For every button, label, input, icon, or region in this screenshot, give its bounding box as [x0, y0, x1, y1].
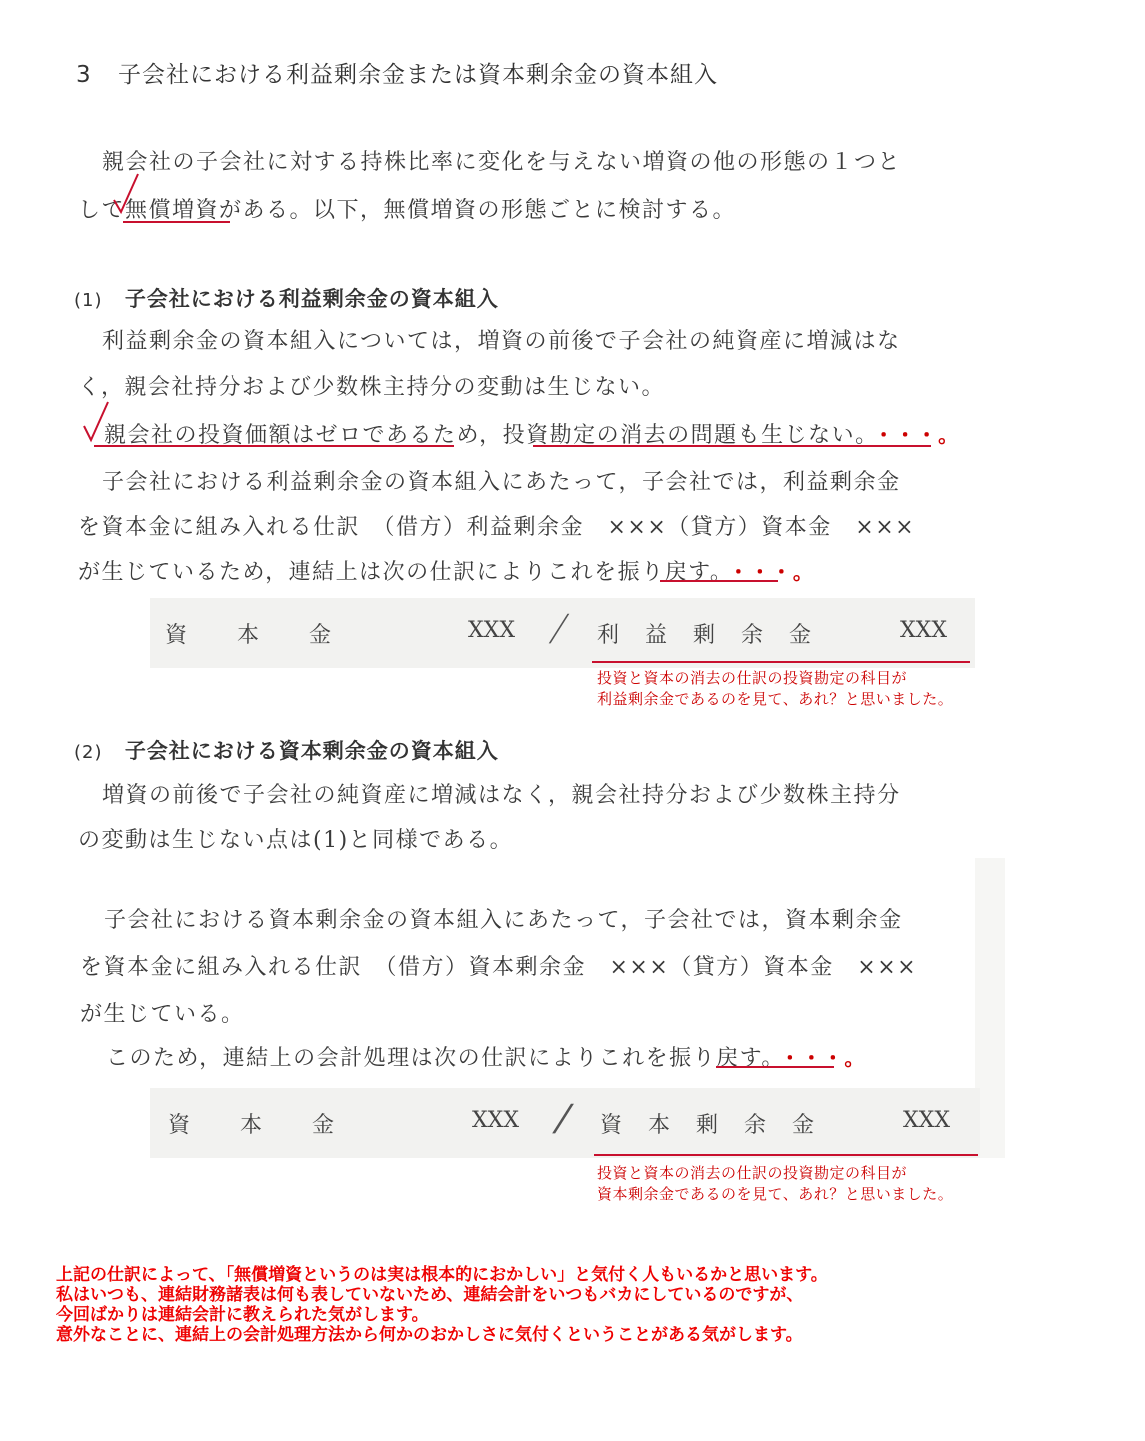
part2-heading: [74, 735, 499, 765]
part1-highlight-line: 親会社の投資価額はゼロであるため，投資勘定の消去の問題も生じない。: [104, 423, 868, 448]
comment-line-4: 意外なことに、連結上の会計処理方法から何かのおかしさに気付くということがある気がします。: [56, 1325, 803, 1345]
journal2-slash: /: [550, 1098, 576, 1139]
intro-line-1: 親会社の子会社に対する持株比率に変化を与えない増資の他の形態の１つと: [102, 150, 902, 175]
journal2-debit-account: 資 本 金: [168, 1113, 337, 1138]
underline-intro: [123, 221, 230, 223]
part1-number: (1): [74, 290, 103, 311]
comment-line-1: 上記の仕訳によって、「無償増資というのは実は根本的におかしい」と気付く人もいるかと思います。: [56, 1265, 828, 1285]
note-1-line-1: 投資と資本の消去の仕訳の投資勘定の科目が: [597, 669, 908, 687]
journal1-credit-amount: XXX: [900, 618, 947, 643]
journal2-debit-amount: XXX: [472, 1108, 519, 1133]
part1-reverse-line: が生じているため，連結上は次の仕訳によりこれを振り戻す。: [78, 560, 723, 585]
part2-line-5: が生じている。: [80, 1002, 245, 1027]
note-2-line-1: 投資と資本の消去の仕訳の投資勘定の科目が: [597, 1164, 908, 1182]
note-1-line-2: 利益剰余金であるのを見て、あれ？と思いました。: [597, 690, 954, 708]
part2-line-2: の変動は生じない点は(1)と同様である。: [78, 828, 514, 853]
underline-journal2: [594, 1154, 978, 1156]
underline-journal1: [592, 661, 970, 663]
part1-heading: [74, 283, 499, 313]
checkmark-icon: [112, 172, 142, 218]
part2-line-4: を資本金に組み入れる仕訳 （借方）資本剰余金 ×××（貸方）資本金 ×××: [80, 955, 918, 980]
comment-line-2: 私はいつも、連結財務諸表は何も表していないため、連結会計をいつもバカにしているのですが、: [56, 1285, 804, 1305]
part2-line-1: 増資の前後で子会社の純資産に増減はなく，親会社持分および少数株主持分: [102, 783, 901, 808]
journal1-debit-account: 資 本 金: [165, 623, 334, 648]
part1-line-4: 子会社における利益剰余金の資本組入にあたって，子会社では，利益剰余金: [102, 470, 901, 495]
journal1-credit-account: 利 益 剰 余 金: [597, 623, 814, 648]
checkmark-icon: [82, 400, 112, 444]
journal1-debit-amount: XXX: [468, 618, 515, 643]
part2-reverse-line: このため，連結上の会計処理は次の仕訳によりこれを振り戻す。: [106, 1046, 774, 1071]
part1-line-5: を資本金に組み入れる仕訳 （借方）利益剰余金 ×××（貸方）資本金 ×××: [78, 515, 916, 540]
part1-dots-b: ・・・。: [728, 560, 815, 584]
part1-line-1: 利益剰余金の資本組入については，増資の前後で子会社の純資産に増減はな: [102, 329, 901, 354]
journal1-slash: /: [546, 608, 572, 649]
comment-line-3: 今回ばかりは連結会計に教えられた気がします。: [56, 1305, 429, 1325]
journal2-credit-amount: XXX: [903, 1108, 950, 1133]
part1-line-2: く，親会社持分および少数株主持分の変動は生じない。: [78, 375, 666, 400]
underline-no-issue: [533, 445, 931, 447]
note-2-line-2: 資本剰余金であるのを見て、あれ？と思いました。: [597, 1185, 954, 1203]
underline-reverse-2: [716, 1066, 834, 1068]
section-title: 子会社における利益剰余金または資本剰余金の資本組入: [117, 62, 718, 88]
part2-line-3: 子会社における資本剰余金の資本組入にあたって，子会社では，資本剰余金: [104, 908, 903, 933]
intro-line-2: して無償増資がある。以下，無償増資の形態ごとに検討する。: [78, 198, 737, 223]
part1-title: 子会社における利益剰余金の資本組入: [124, 287, 499, 311]
underline-parent-investment: [94, 445, 454, 447]
part2-dots: ・・・。: [779, 1046, 866, 1070]
section-number: 3: [76, 62, 92, 88]
section-heading: [76, 56, 718, 89]
journal2-credit-account: 資 本 剰 余 金: [600, 1113, 817, 1138]
underline-reverse-1: [660, 580, 778, 582]
part1-dots-a: ・・・。: [873, 423, 960, 447]
part2-number: (2): [74, 742, 103, 763]
part2-title: 子会社における資本剰余金の資本組入: [124, 739, 499, 763]
